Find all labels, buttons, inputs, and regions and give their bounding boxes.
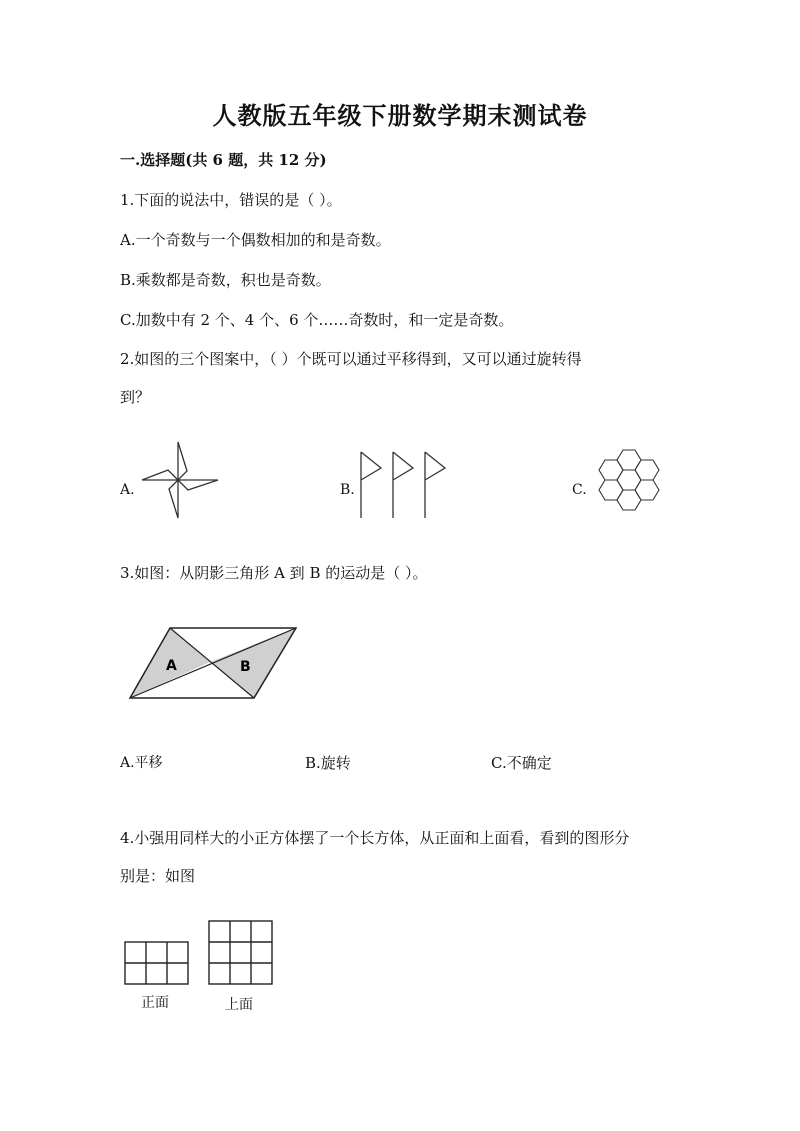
q3-option-b: B.旋转 bbox=[305, 754, 351, 772]
q2-stem-line2: 到？ bbox=[120, 388, 151, 406]
q4-stem-line2: 别是：如图 bbox=[120, 867, 196, 885]
q3-option-c: C.不确定 bbox=[491, 754, 552, 772]
q2-stem-line1: 2.如图的三个图案中，（ ）个既可以通过平移得到，又可以通过旋转得 bbox=[120, 350, 582, 368]
front-view-grid bbox=[124, 941, 190, 987]
triangle-b-label: B bbox=[240, 659, 251, 675]
q2-option-b-label: B. bbox=[340, 482, 355, 498]
hexagons-figure bbox=[590, 440, 670, 520]
q2-option-c-label: C. bbox=[572, 482, 587, 498]
q3-option-a: A.平移 bbox=[120, 755, 163, 771]
section-heading-choice: 一.选择题(共 6 题，共 12 分) bbox=[120, 151, 327, 169]
q1-option-c: C.加数中有 2 个、4 个、6 个……奇数时，和一定是奇数。 bbox=[120, 311, 514, 329]
q2-option-a-label: A. bbox=[120, 482, 135, 498]
q1-option-b: B.乘数都是奇数，积也是奇数。 bbox=[120, 271, 331, 289]
flags-figure bbox=[356, 450, 456, 520]
parallelogram-figure bbox=[128, 626, 300, 700]
page-title: 人教版五年级下册数学期末测试卷 bbox=[212, 101, 588, 130]
q3-stem: 3.如图：从阴影三角形 A 到 B 的运动是（ ）。 bbox=[120, 564, 428, 582]
top-view-label: 上面 bbox=[225, 997, 253, 1013]
triangle-a-label: A bbox=[166, 658, 177, 674]
top-view-grid bbox=[208, 920, 274, 988]
q1-option-a: A.一个奇数与一个偶数相加的和是奇数。 bbox=[120, 231, 391, 249]
q4-stem-line1: 4.小强用同样大的小正方体摆了一个长方体，从正面和上面看，看到的图形分 bbox=[120, 829, 630, 847]
front-view-label: 正面 bbox=[141, 995, 169, 1011]
q1-stem: 1.下面的说法中，错误的是（ ）。 bbox=[120, 191, 342, 209]
pinwheel-figure bbox=[140, 440, 220, 520]
